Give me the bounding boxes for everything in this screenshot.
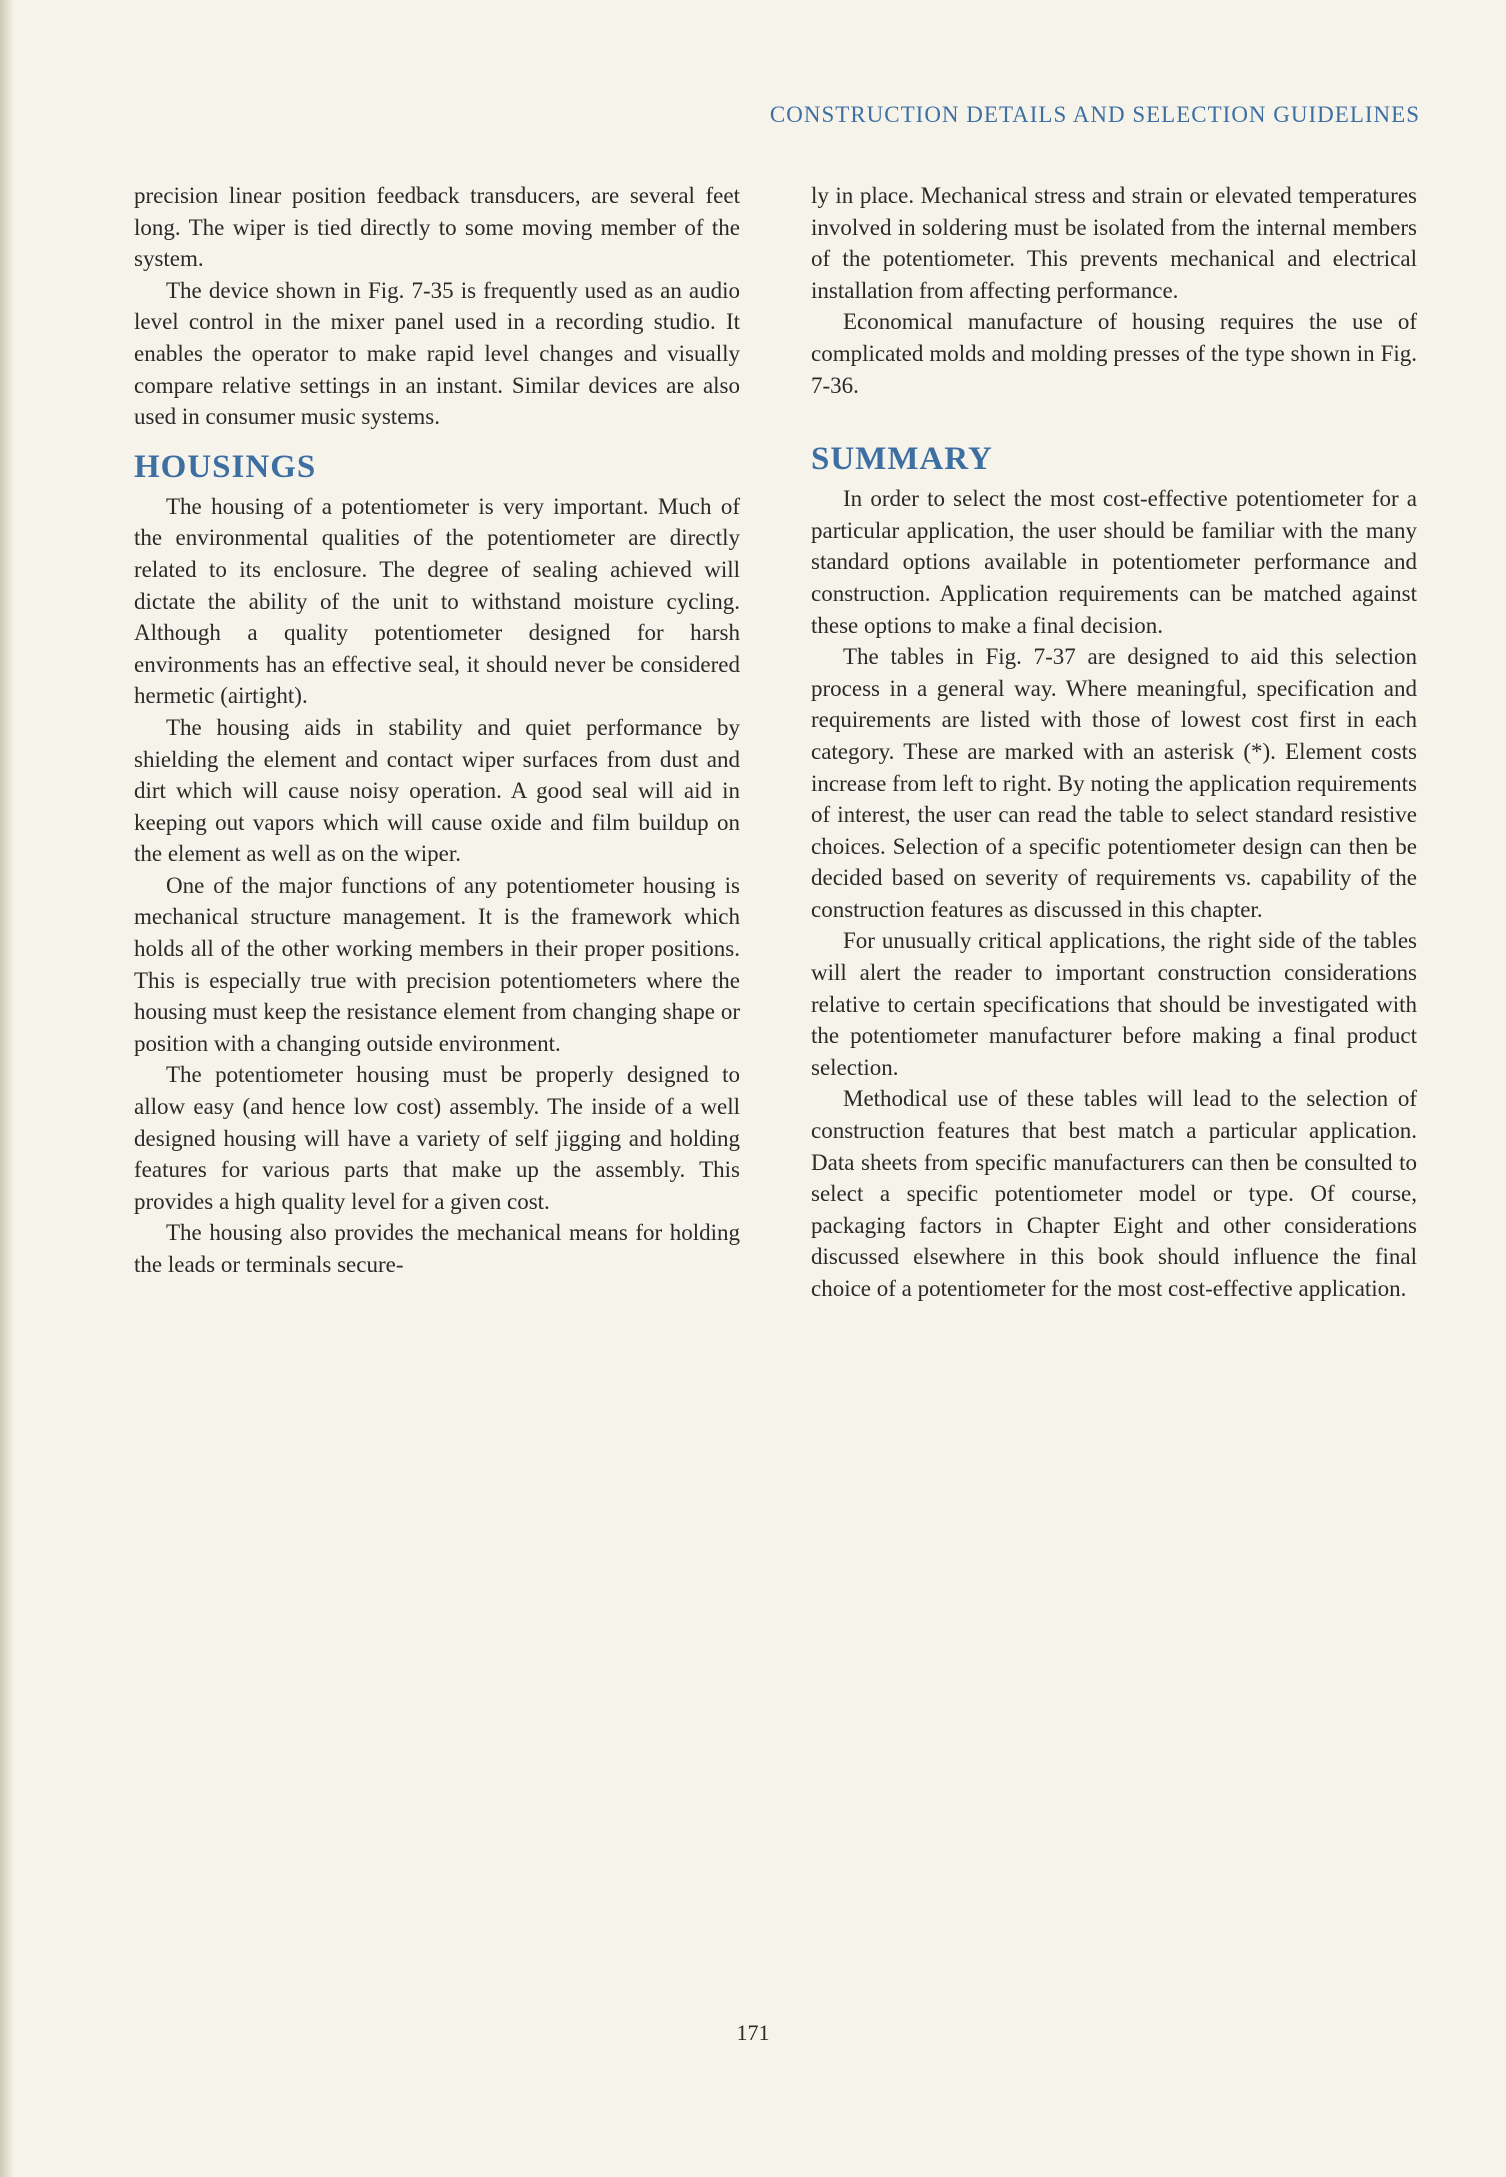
paragraph: The housing aids in stability and quiet performance by shielding the element and contact wiper surfaces from dust and dirt which will cause noisy operation. A good seal will aid in keeping out vapors which will cause oxide and film buildup on the element as well as on the wiper. <box>134 714 740 867</box>
section-heading-housings: HOUSINGS <box>134 448 317 485</box>
page-number: 171 <box>736 2020 770 2045</box>
paragraph: One of the major functions of any potentiometer housing is mechanical structure management. It is the framework which holds all of the other working members in their proper positions. This is especially true with precision potentiometers where the housing must keep the resistance element from changing shape or position with a changing outside environment. <box>134 872 740 1056</box>
paragraph: Economical manufacture of housing requires the use of complicated molds and molding presses of the type shown in Fig. 7-36. <box>811 309 1417 398</box>
paragraph: precision linear position feedback transducers, are several feet long. The wiper is tied directly to some moving member of the system. <box>134 183 740 272</box>
section-heading-summary: SUMMARY <box>811 441 993 478</box>
paragraph: The potentiometer housing must be properly designed to allow easy (and hence low cost) assembly. The inside of a well designed housing will have a variety of self jigging and holding features for various parts that make up the assembly. This provides a high quality level for a given cost. <box>134 1062 740 1214</box>
paragraph: The housing of a potentiometer is very important. Much of the environmental qualities of the potentiometer are directly related to its enclosure. The degree of sealing achieved will dictate the ability of the unit to withstand moisture cycling. Although a quality potentiometer designed for harsh environments has an effective seal, it should never be considered hermetic (airtight). <box>134 493 740 709</box>
right-column <box>811 180 1417 1305</box>
paragraph: The device shown in Fig. 7-35 is frequently used as an audio level control in the mixer panel used in a recording studio. It enables the operator to make rapid level changes and visually compare relative settings in an instant. Similar devices are also used in consumer music systems. <box>134 277 740 430</box>
left-column <box>134 180 740 1281</box>
paragraph: Methodical use of these tables will lead to the selection of construction features that best match a particular application. Data sheets from specific manufacturers can then be consulted to select a specific potentiometer model or type. Of course, packaging factors in Chapter Eight and other considerations discussed elsewhere in this book should influence the final choice of a potentiometer for the most cost-effective application. <box>811 1086 1417 1301</box>
paragraph: In order to select the most cost-effective potentiometer for a particular application, the user should be familiar with the many standard options available in potentiometer performance and construction. Application requirements can be matched against these options to make a final decision. <box>811 486 1417 638</box>
paragraph: The tables in Fig. 7-37 are designed to aid this selection process in a general way. Where meaningful, specification and requirements are listed with those of lowest cost first in each category. These are marked with an asterisk (*). Element costs increase from left to right. By noting the application requirements of interest, the user can read the table to select standard resistive choices. Selection of a specific potentiometer design can then be decided based on severity of requirements vs. capability of the construction features as discussed in this chapter. <box>811 644 1417 922</box>
page-binding-edge <box>0 0 14 2177</box>
paragraph: For unusually critical applications, the right side of the tables will alert the reader to important construction considerations relative to certain specifications that should be investigated with the potentiometer manufacturer before making a final product selection. <box>811 928 1417 1080</box>
paragraph: ly in place. Mechanical stress and strain or elevated temperatures involved in soldering must be isolated from the internal members of the potentiometer. This prevents mechanical and electrical installation from affecting performance. <box>811 183 1417 303</box>
paragraph: The housing also provides the mechanical means for holding the leads or terminals secure- <box>134 1220 740 1277</box>
running-head: CONSTRUCTION DETAILS AND SELECTION GUIDELINES <box>769 102 1420 127</box>
